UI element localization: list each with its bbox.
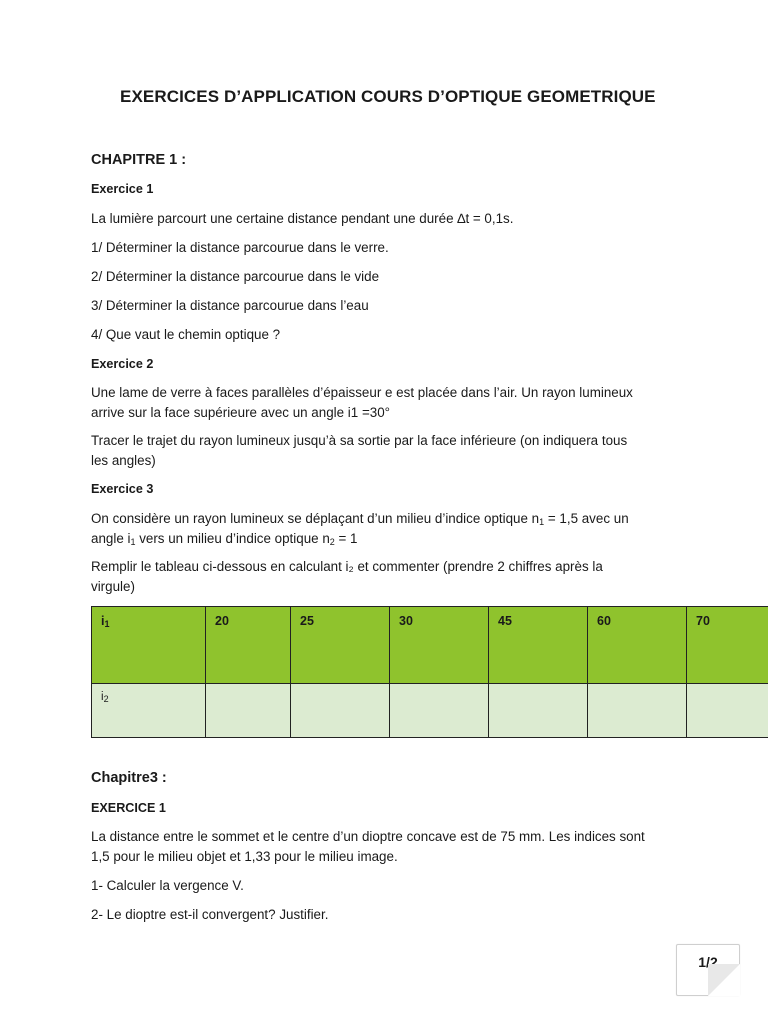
chapter-3-exercise-1-label: EXERCICE 1 [91,801,166,815]
table-cell-i1-value: 60 [588,607,687,684]
table-row [92,684,768,738]
page-number: 1/2 [698,954,718,970]
exercise-1-label: Exercice 1 [91,182,154,196]
exercise-1-question-3: 3/ Déterminer la distance parcourue dans l’eau [91,298,369,313]
exercise-2-paragraph-1-line-1: Une lame de verre à faces parallèles d’épaisseur e est placée dans l’air. Un rayon lumineux [91,385,633,400]
chapter-3-exercise-1-line-2: 1,5 pour le milieu objet et 1,33 pour le milieu image. [91,849,398,864]
table-cell-i1-value: 70 [687,607,768,684]
exercise-3-paragraph-1-line-2: angle $i_1$ vers un milieu d’indice optique $n_2 = 1$ [91,531,358,547]
chapter-3-exercise-1-question-1: 1- Calculer la vergence V. [91,878,244,893]
table-row [92,607,768,684]
table-cell-i2-empty[interactable] [489,684,588,738]
exercise-2-label: Exercice 2 [91,357,154,371]
table-cell-i2-empty[interactable] [588,684,687,738]
table-cell-i1-value: 20 [206,607,291,684]
exercise-2-paragraph-2-line-2: les angles) [91,453,156,468]
table-cell-i1-value: 30 [390,607,489,684]
chapter-3-exercise-1-line-1: La distance entre le sommet et le centre d’un dioptre concave est de 75 mm. Les indices sont [91,829,645,844]
chapter-3-exercise-1-question-2: 2- Le dioptre est-il convergent? Justifier. [91,907,329,922]
exercise-3-paragraph-2-line-2: virgule) [91,579,135,594]
exercise-1-question-4: 4/ Que vaut le chemin optique ? [91,327,281,342]
table-cell-i2-empty[interactable] [390,684,489,738]
page-curl-icon [708,964,740,996]
table-header-i2: $i_2$ [92,684,206,738]
exercise-2-paragraph-1-line-2: arrive sur la face supérieure avec un angle i1 =30° [91,405,391,420]
page-title: EXERCICES D’APPLICATION COURS D’OPTIQUE GEOMETRIQUE [120,87,656,106]
exercise-2-paragraph-2-line-1: Tracer le trajet du rayon lumineux jusqu’à sa sortie par la face inférieure (on indiquera tous [91,433,628,448]
table-cell-i2-empty[interactable] [206,684,291,738]
table-cell-i2-empty[interactable] [687,684,768,738]
table-cell-i2-empty[interactable] [291,684,390,738]
exercise-3-label: Exercice 3 [91,482,154,496]
exercise-3-paragraph-2-line-1: Remplir le tableau ci-dessous en calculant i₂ et commenter (prendre 2 chiffres après la [91,559,603,574]
table-header-i1: $i_1$ [92,607,206,684]
chapter-1-heading: CHAPITRE 1 : [91,152,187,168]
exercise-1-intro: La lumière parcourt une certaine distance pendant une durée ∆t = 0,1s. [91,211,514,226]
angle-table [91,606,768,738]
exercise-1-question-1: 1/ Déterminer la distance parcourue dans le verre. [91,240,389,255]
table-cell-i1-value: 45 [489,607,588,684]
page-number-box [676,944,740,996]
table-cell-i1-value: 25 [291,607,390,684]
exercise-1-question-2: 2/ Déterminer la distance parcourue dans le vide [91,269,380,284]
exercise-3-paragraph-1-line-1: On considère un rayon lumineux se déplaçant d’un milieu d’indice optique $n_1 = 1,5$ avec un [91,511,629,527]
chapter-3-heading: Chapitre3 : [91,770,167,786]
